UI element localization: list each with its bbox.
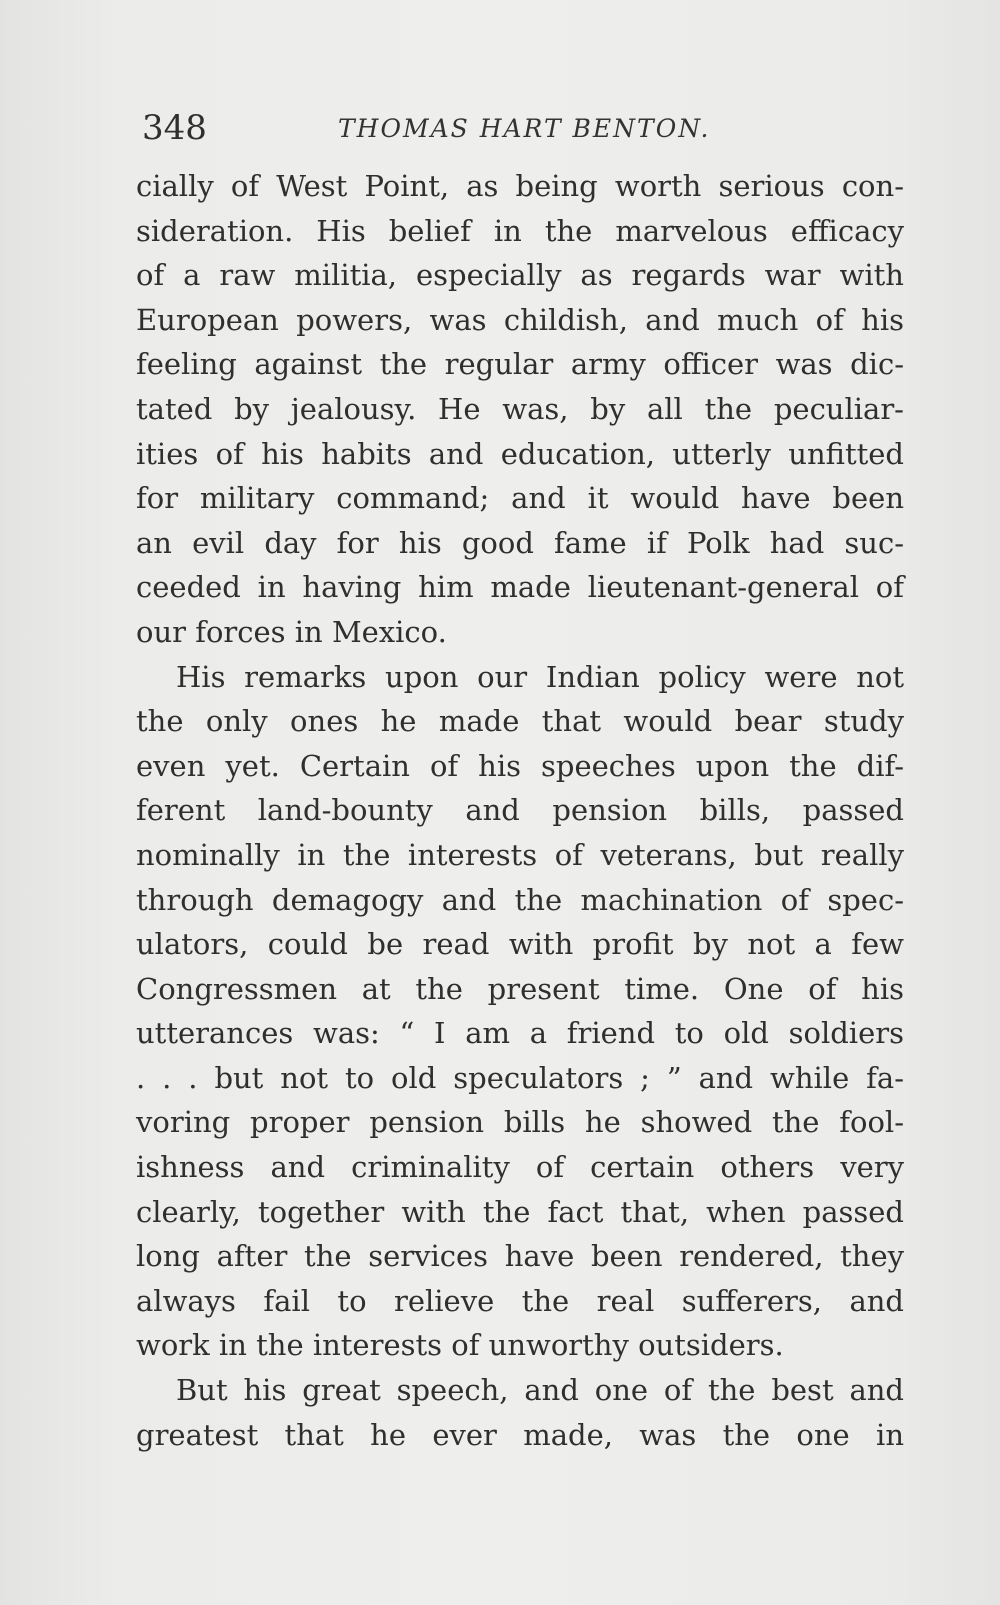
text-line: . . . but not to old speculators ; ” and while fa-	[136, 1060, 904, 1095]
text-line: the only ones he made that would bear study	[136, 704, 904, 739]
text-line: sideration. His belief in the marvelous efficacy	[136, 213, 904, 248]
text-line: But his great speech, and one of the best and	[176, 1373, 904, 1408]
text-line: of a raw militia, especially as regards war with	[136, 258, 904, 293]
text-line: nominally in the interests of veterans, but really	[136, 837, 904, 872]
paragraph-3	[136, 1368, 904, 1457]
text-line: our forces in Mexico.	[136, 614, 447, 649]
text-line: for military command; and it would have been	[136, 481, 904, 516]
text-line: utterances was: “ I am a friend to old soldiers	[136, 1016, 904, 1051]
text-line: His remarks upon our Indian policy were not	[176, 659, 904, 694]
body-text	[136, 164, 904, 1457]
text-line: voring proper pension bills he showed the fool-	[136, 1105, 904, 1140]
page-number: 348	[142, 108, 207, 148]
text-line: European powers, was childish, and much of his	[136, 302, 904, 337]
text-line: clearly, together with the fact that, when passed	[136, 1194, 904, 1229]
text-line: through demagogy and the machination of spec-	[136, 882, 904, 917]
running-head	[142, 104, 712, 152]
text-line: even yet. Certain of his speeches upon the dif-	[136, 748, 904, 783]
running-title: THOMAS HART BENTON.	[338, 114, 711, 143]
text-line: cially of West Point, as being worth serious con-	[136, 169, 904, 203]
text-line: an evil day for his good fame if Polk had suc-	[136, 525, 904, 560]
text-line: ferent land-bounty and pension bills, passed	[136, 793, 904, 828]
text-line: ulators, could be read with profit by not a few	[136, 927, 904, 962]
text-line: always fail to relieve the real sufferers, and	[136, 1283, 904, 1318]
text-line: greatest that he ever made, was the one in	[136, 1417, 904, 1452]
text-line: feeling against the regular army officer was dic-	[136, 347, 904, 382]
text-line: ities of his habits and education, utterly unfitted	[136, 436, 904, 471]
text-line: tated by jealousy. He was, by all the peculiar-	[136, 391, 904, 426]
text-line: ceeded in having him made lieutenant-general of	[136, 570, 904, 605]
text-line: work in the interests of unworthy outsiders.	[136, 1328, 784, 1363]
text-line: Congressmen at the present time. One of his	[136, 971, 904, 1006]
text-line: long after the services have been rendered, they	[136, 1239, 904, 1274]
paragraph-1	[136, 164, 904, 655]
text-line: ishness and criminality of certain others very	[136, 1150, 904, 1185]
paragraph-2	[136, 655, 904, 1369]
